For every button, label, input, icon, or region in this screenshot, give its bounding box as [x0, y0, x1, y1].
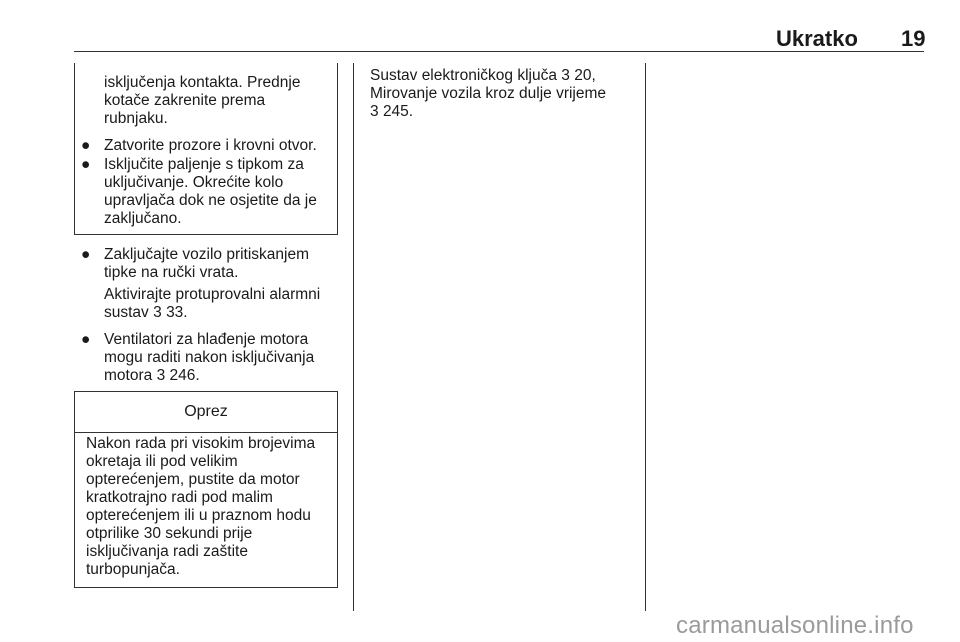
section-title: Ukratko	[776, 26, 858, 51]
bullet-icon: ●	[81, 137, 91, 154]
bullet-icon: ●	[81, 156, 91, 173]
list-item-alarm: Aktivirajte protuprovalni alarmni sustav 3 33.	[104, 286, 321, 321]
page-ref-icon: 3	[153, 304, 162, 321]
caution-text: Nakon rada pri visokim brojevima okretaja ili pod velikim opterećenjem, pustite da motor kratkotrajno radi pod malim opterećenjem ili u praznom hodu otprilike 30 sekundi prije isključivanja radi zaštite turbopunjača.	[86, 435, 316, 578]
column-divider-2	[645, 63, 646, 611]
box1-continuation: isključenja kontakta. Prednje kotače zakrenite prema rubnjaku.	[104, 74, 301, 127]
page-number: 19	[901, 26, 926, 51]
box1-bullet-1: Zatvorite prozore i krovni otvor.	[104, 137, 317, 154]
box1-bullet-2: Isključite paljenje s tipkom za uključivanje. Okrećite kolo upravljača dok ne osjetite da je zaključano.	[104, 156, 317, 227]
caution-box	[74, 391, 338, 588]
page-ref-icon: 3	[370, 103, 379, 120]
bullet-icon: ●	[81, 246, 91, 263]
column-divider-1	[353, 63, 354, 611]
caution-title: Oprez	[75, 392, 337, 433]
column-2-text: Sustav elektroničkog ključa 3 20, Mirovanje vozila kroz dulje vrijeme 3 245.	[370, 67, 607, 120]
header-rule	[74, 51, 924, 52]
page-ref-icon: 3	[156, 367, 166, 384]
watermark: carmanualsonline.info	[676, 612, 914, 639]
list-item-lock: Zaključajte vozilo pritiskanjem tipke na ručki vrata. Aktivirajte protuprovalni alarmni sustav 3 33.	[104, 246, 321, 321]
bullet-icon: ●	[81, 331, 91, 348]
page-ref-icon: 3	[561, 67, 570, 84]
list-item-fans: Ventilatori za hlađenje motora mogu raditi nakon isključivanja motora 3 246.	[104, 331, 315, 384]
